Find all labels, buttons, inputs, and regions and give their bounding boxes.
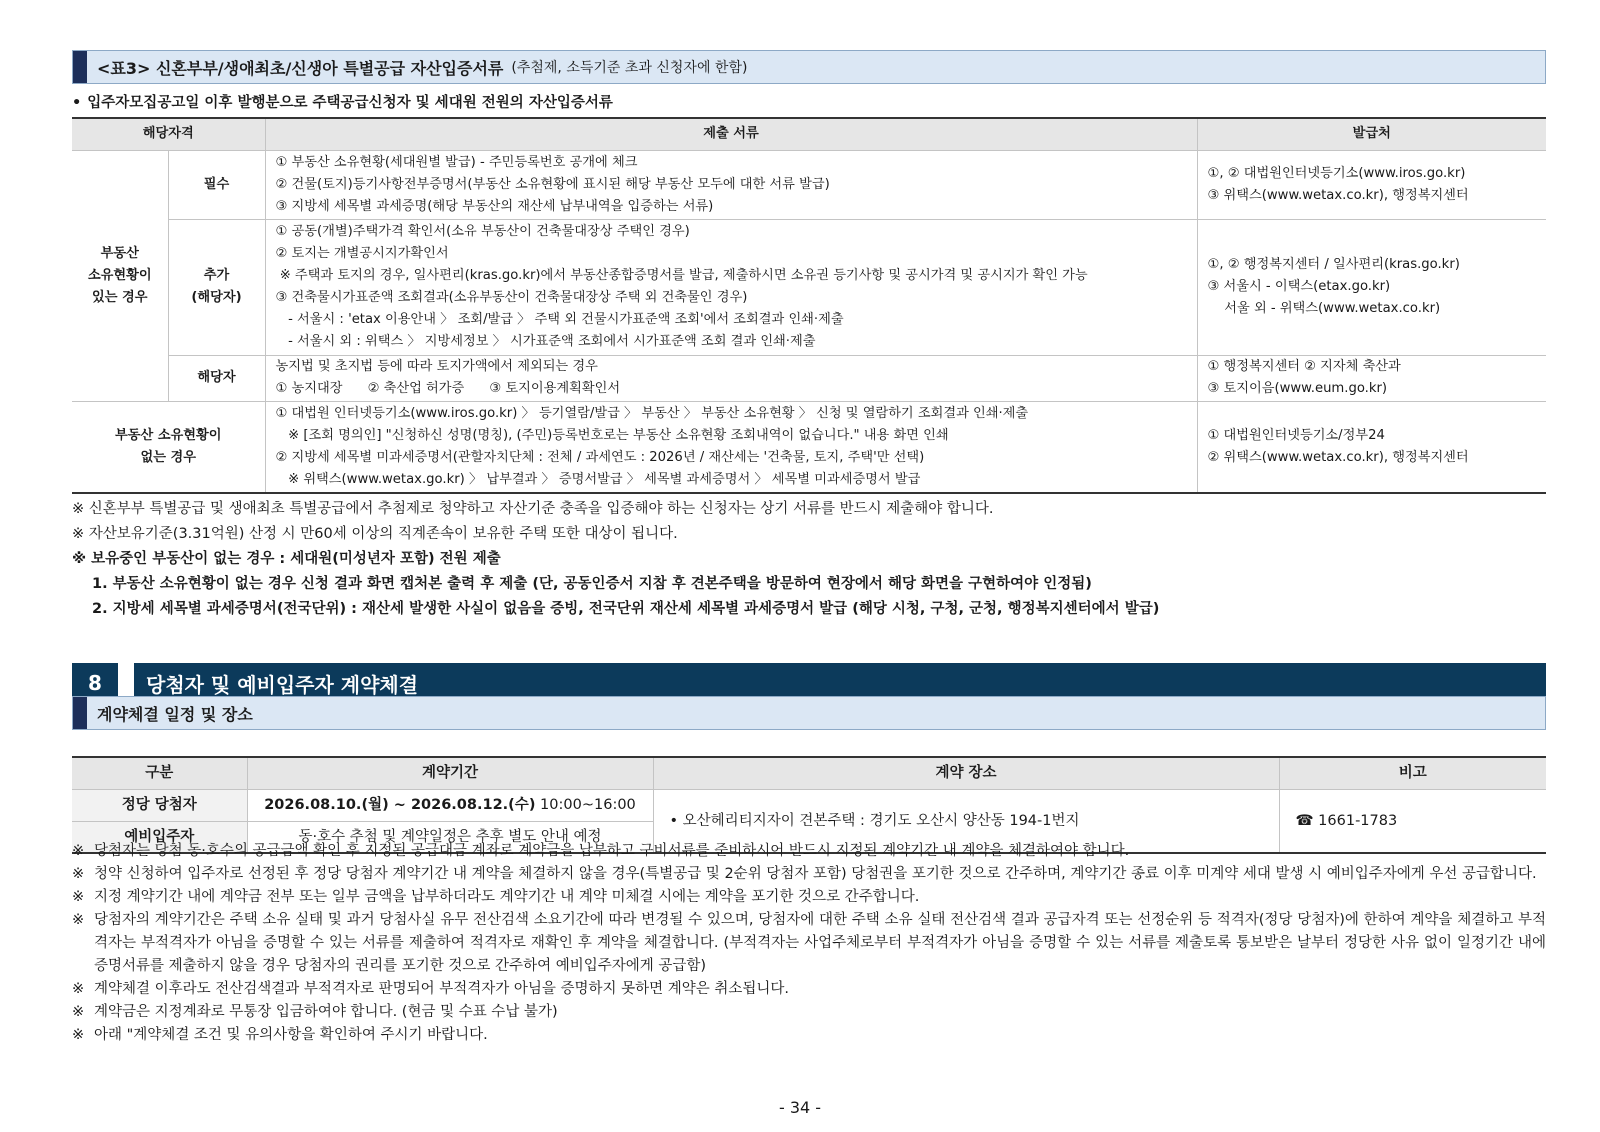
group-label-owned: 부동산 소유현황이 있는 경우 xyxy=(72,150,168,401)
contract-subheader-title: 계약체결 일정 및 장소 xyxy=(97,704,253,724)
asset-table-header xyxy=(72,50,1546,84)
sub-label-required: 필수 xyxy=(168,150,265,219)
contract-place: • 오산헤리티지자이 견본주택 : 경기도 오산시 양산동 194-1번지 xyxy=(653,789,1279,853)
col-header-category: 구분 xyxy=(72,757,247,789)
docs-not-owned: ① 대법원 인터넷등기소(www.iros.go.kr) 〉 등기열람/발급 〉 부동산 〉 부동산 소유현황 〉 신청 및 열람하기 조회결과 인쇄·제출 ※ [조회 명의인] "신청하신 성명(명칭), (주민)등록번호로는 부동산 소유현황 조회내역이 없습니다." 내용 화면 인쇄 ② 지방세 세목별 미과세증명서(관할자치단체 : 전체 / 과세연도 : 2026년 / 재산세는 '건축물, 토지, 주택'만 선택) ※ 위택스(www.wetax.go.kr) 〉 납부결과 〉 증명서발급 〉 세목별 과세증명서 〉 세목별 미과세증명서 발급 xyxy=(265,401,1197,493)
note-item: ※ 청약 신청하여 입주자로 선정된 후 정당 당첨자 계약기간 내 계약을 체결하지 않을 경우(특별공급 및 2순위 당첨자 포함) 당첨권을 포기한 것으로 간주하며, 계약기간 종료 이후 미계약 세대 발생 시 예비입주자에게 우선 공급합니다. xyxy=(72,866,1537,882)
col-header-place: 계약 장소 xyxy=(653,757,1279,789)
section-number: 8 xyxy=(72,663,118,703)
note-item: ※ 계약금은 지정계좌로 무통장 입금하여야 합니다. (현금 및 수표 수납 불가) xyxy=(72,1004,558,1020)
contract-notes xyxy=(72,840,1546,1047)
section-title: 당첨자 및 예비입주자 계약체결 xyxy=(134,663,1546,703)
note-line: ※ 신혼부부 특별공급 및 생애최초 특별공급에서 추첨제로 청약하고 자산기준 충족을 입증해야 하는 신청자는 상기 서류를 반드시 제출해야 합니다. xyxy=(72,501,994,517)
docs-required: ① 부동산 소유현황(세대원별 발급) - 주민등록번호 공개에 체크 ② 건물(토지)등기사항전부증명서(부동산 소유현황에 표시된 해당 부동산 모두에 대한 서류 발급) ③ 지방세 세목별 과세증명(해당 부동산의 재산세 납부내역을 입증하는 서류) xyxy=(265,150,1197,219)
note-item: ※ 계약체결 이후라도 전산검색결과 부적격자로 판명되어 부적격자가 아님을 증명하지 못하면 계약은 취소됩니다. xyxy=(72,981,790,997)
row-label-winner: 정당 당첨자 xyxy=(72,789,247,821)
col-header-period: 계약기간 xyxy=(247,757,653,789)
note-item: ※ 지정 계약기간 내에 계약금 전부 또는 일부 금액을 납부하더라도 계약기간 내 계약 미체결 시에는 계약을 포기한 것으로 간주합니다. xyxy=(72,889,920,905)
sub-label-additional: 추가 (해당자) xyxy=(168,219,265,355)
asset-bullet xyxy=(72,91,613,112)
table-row xyxy=(72,219,1546,355)
table-row xyxy=(72,401,1546,493)
asset-table-note: (추첨제, 소득기준 초과 신청자에 한함) xyxy=(511,60,748,76)
page-number: - 34 - xyxy=(778,1098,822,1117)
issuer-additional: ①, ② 행정복지센터 / 일사편리(kras.go.kr) ③ 서울시 - 이택스(etax.go.kr) 서울 외 - 위택스(www.wetax.co.kr) xyxy=(1197,219,1546,355)
asset-table-title: <표3> 신혼부부/생애최초/신생아 특별공급 자산입증서류 xyxy=(97,58,504,78)
asset-notes xyxy=(72,497,1159,622)
table-row xyxy=(72,789,1546,821)
note-item: ※ 당첨자는 당첨 동·호수의 공급금액 확인 후 지정된 공급대금 계좌로 계약금을 납부하고 구비서류를 준비하시어 반드시 지정된 계약기간 내 계약을 체결하여야 합니다. xyxy=(72,843,1130,859)
docs-additional: ① 공동(개별)주택가격 확인서(소유 부동산이 건축물대장상 주택인 경우) ② 토지는 개별공시지가확인서 ※ 주택과 토지의 경우, 일사편리(kras.go.kr)에서 부동산종합증명서를 발급, 제출하시면 소유권 등기사항 및 공시가격 및 공시지가 확인 가능 ③ 건축물시가표준액 조회결과(소유부동산이 건축물대장상 주택 외 건축물인 경우) - 서울시 : 'etax 이용안내 〉 조회/발급 〉 주택 외 건물시가표준액 조회'에서 조회결과 인쇄·제출 - 서울시 외 : 위택스 〉 지방세정보 〉 시가표준액 조회에서 시가표준액 조회 결과 인쇄·제출 xyxy=(265,219,1197,355)
note-item: ※ 당첨자의 계약기간은 주택 소유 실태 및 과거 당첨사실 유무 전산검색 소요기간에 따라 변경될 수 있으며, 당첨자에 대한 주택 소유 실태 전산검색 결과 공급자격 또는 선정순위 등 적격자(정당 당첨자)에 한하여 계약을 체결하고 부적격자는 부적격자가 아님을 증명할 수 있는 서류를 제출하여 적격자로 재확인 후 계약을 체결합니다. (부적격자는 사업주체로부터 부적격자가 아님을 증명할 수 있는 서류를 제출토록 통보받은 날부터 정당한 사유 없이 일정기간 내에 증명서류를 제출하지 않을 경우 당첨자의 권리를 포기한 것으로 간주하여 예비입주자에게 공급함) xyxy=(72,912,1546,974)
group-label-not-owned: 부동산 소유현황이 없는 경우 xyxy=(72,401,265,493)
issuer-applicable: ① 행정복지센터 ② 지자체 축산과 ③ 토지이음(www.eum.go.kr) xyxy=(1197,355,1546,401)
note-line: 1. 부동산 소유현황이 없는 경우 신청 결과 화면 캡처본 출력 후 제출 (단, 공동인증서 지참 후 견본주택을 방문하여 현장에서 해당 화면을 구현하여야 인정됨) xyxy=(92,576,1092,592)
note-line: 2. 지방세 세목별 과세증명서(전국단위) : 재산세 발생한 사실이 없음을 증빙, 전국단위 재산세 세목별 과세증명서 발급 (해당 시청, 구청, 군청, 행정복지센터에서 발급) xyxy=(92,601,1160,617)
asset-bullet-text: 입주자모집공고일 이후 발행분으로 주택공급신청자 및 세대원 전원의 자산입증서류 xyxy=(87,95,613,111)
sub-label-applicable: 해당자 xyxy=(168,355,265,401)
header-accent-bar xyxy=(73,697,87,729)
table-header-row xyxy=(72,118,1546,150)
table-row xyxy=(72,355,1546,401)
note-item: ※ 아래 "계약체결 조건 및 유의사항을 확인하여 주시기 바랍니다. xyxy=(72,1027,488,1043)
table-row xyxy=(72,150,1546,219)
asset-documents-table xyxy=(72,117,1546,494)
bullet-dot-icon: • xyxy=(72,95,82,111)
col-header-documents: 제출 서류 xyxy=(265,118,1197,150)
note-line: ※ 자산보유기준(3.31억원) 산정 시 만60세 이상의 직계존속이 보유한 주택 또한 대상이 됩니다. xyxy=(72,526,678,542)
table-header-row xyxy=(72,757,1546,789)
row-label-reserve: 예비입주자 xyxy=(72,821,247,853)
reserve-period: 동·호수 추첨 및 계약일정은 추후 별도 안내 예정 xyxy=(247,821,653,853)
issuer-not-owned: ① 대법원인터넷등기소/정부24 ② 위택스(www.wetax.co.kr), 행정복지센터 xyxy=(1197,401,1546,493)
col-header-remark: 비고 xyxy=(1279,757,1546,789)
contract-subheader xyxy=(72,696,1546,730)
header-accent-bar xyxy=(73,51,87,83)
winner-period: 2026.08.10.(월) ~ 2026.08.12.(수) 10:00~16:00 xyxy=(247,789,653,821)
col-header-qualification: 해당자격 xyxy=(72,118,265,150)
contact-phone: ☎ 1661-1783 xyxy=(1279,789,1546,853)
docs-applicable: 농지법 및 초지법 등에 따라 토지가액에서 제외되는 경우 ① 농지대장 ② 축산업 허가증 ③ 토지이용계획확인서 xyxy=(265,355,1197,401)
col-header-issuer: 발급처 xyxy=(1197,118,1546,150)
issuer-required: ①, ② 대법원인터넷등기소(www.iros.go.kr) ③ 위택스(www.wetax.co.kr), 행정복지센터 xyxy=(1197,150,1546,219)
note-line: ※ 보유중인 부동산이 없는 경우 : 세대원(미성년자 포함) 전원 제출 xyxy=(72,551,501,567)
